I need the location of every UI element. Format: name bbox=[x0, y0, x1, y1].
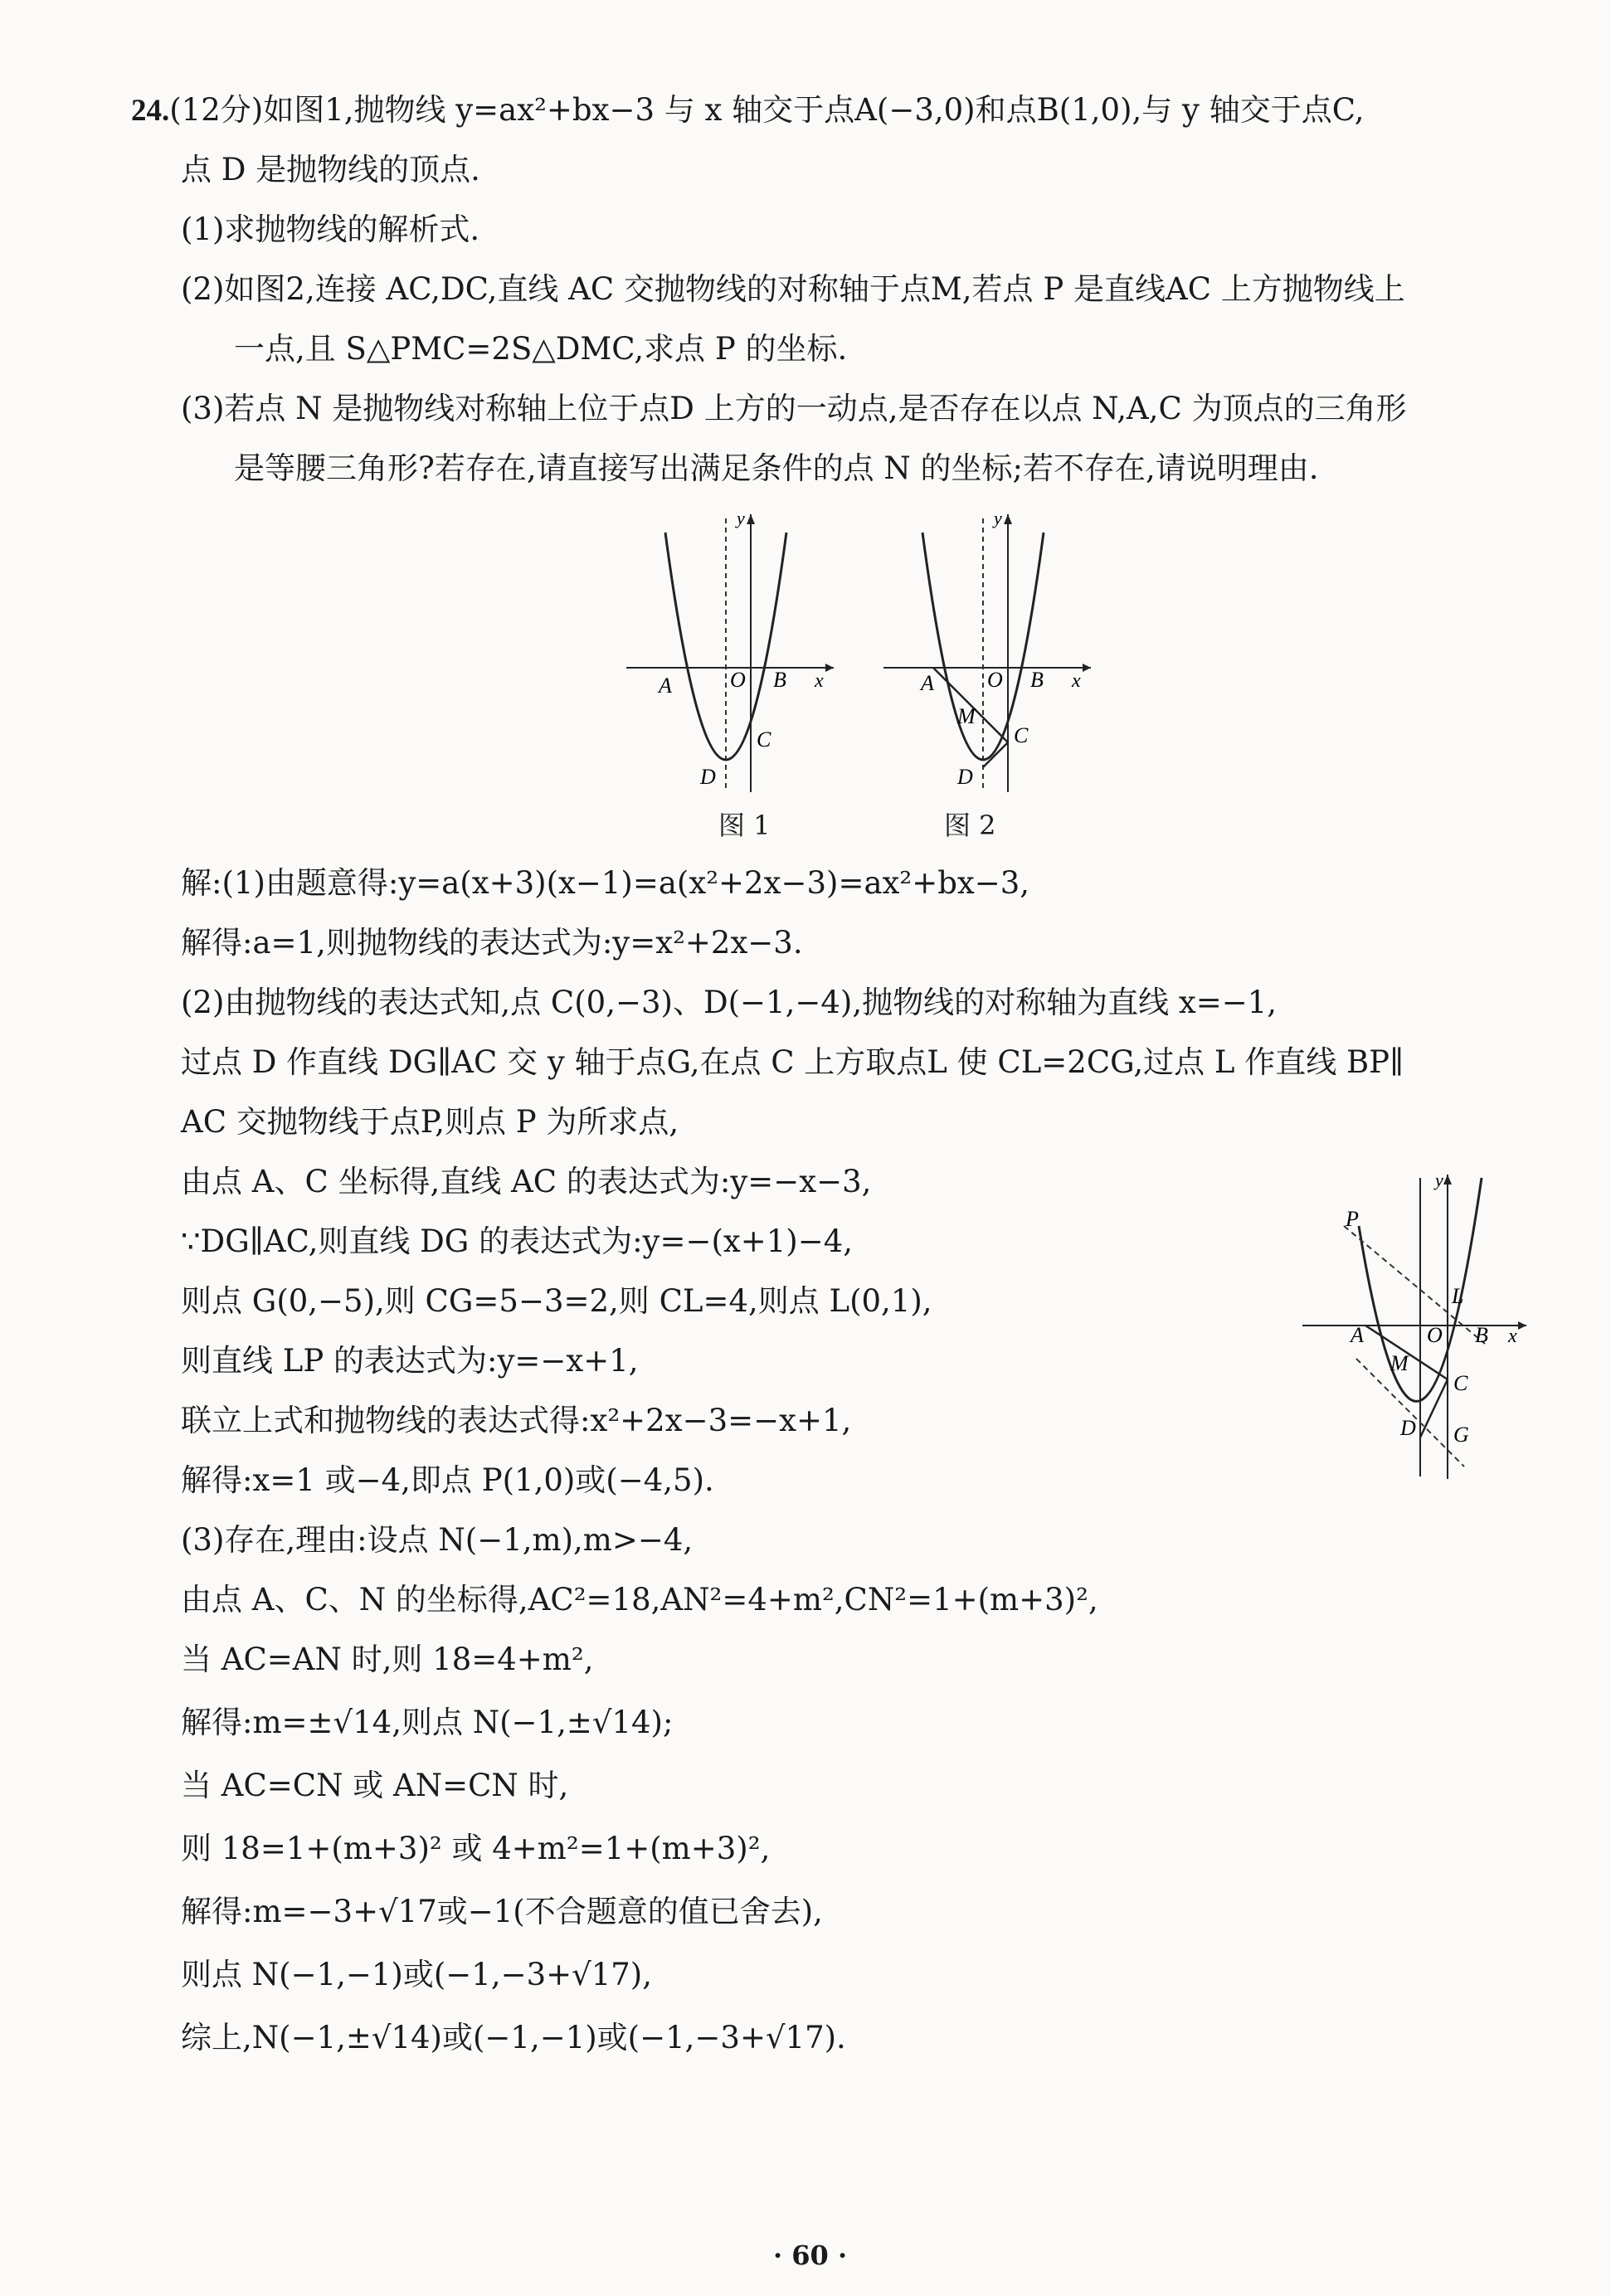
solution-line-5: AC 交抛物线于点P,则点 P 为所求点, bbox=[181, 1104, 679, 1140]
solution-line-9: 则直线 LP 的表达式为:y=−x+1, bbox=[181, 1343, 639, 1379]
solution-line-20: 综上,N(−1,±√14)或(−1,−1)或(−1,−3+√17). bbox=[181, 2020, 846, 2055]
fig1-label-y: y bbox=[737, 508, 745, 528]
fig3-label-L: L bbox=[1452, 1284, 1464, 1308]
fig2-label-x: x bbox=[1072, 670, 1081, 692]
problem-score: (12分) bbox=[169, 92, 264, 128]
fig3-label-G: G bbox=[1453, 1423, 1469, 1447]
fig3-label-x: x bbox=[1508, 1326, 1517, 1347]
solution-line-6: 由点 A、C 坐标得,直线 AC 的表达式为:y=−x−3, bbox=[181, 1164, 872, 1199]
solution-line-2: 解得:a=1,则抛物线的表达式为:y=x²+2x−3. bbox=[181, 925, 803, 961]
solution-line-4: 过点 D 作直线 DG∥AC 交 y 轴于点G,在点 C 上方取点L 使 CL=2CG,过点 L 作直线 BP∥ bbox=[181, 1044, 1404, 1080]
problem-line-2: 点 D 是抛物线的顶点. bbox=[181, 152, 480, 187]
solution-line-1: 解:(1)由题意得:y=a(x+3)(x−1)=a(x²+2x−3)=ax²+bx−3, bbox=[181, 865, 1030, 901]
page-number: · 60 · bbox=[773, 2240, 848, 2271]
fig3-label-B: B bbox=[1475, 1323, 1488, 1347]
figure-2 bbox=[871, 506, 1103, 796]
solution-line-19: 则点 N(−1,−1)或(−1,−3+√17), bbox=[181, 1957, 652, 1992]
figure-3 bbox=[1294, 1168, 1543, 1483]
fig2-label-A: A bbox=[921, 671, 934, 695]
question-1: (1)求抛物线的解析式. bbox=[181, 212, 480, 247]
fig1-label-A: A bbox=[659, 674, 672, 698]
problem-number: 24. bbox=[131, 94, 170, 128]
problem-line-1 bbox=[131, 90, 1364, 132]
fig1-label-O: O bbox=[730, 668, 746, 692]
fig2-label-B: B bbox=[1030, 668, 1044, 692]
solution-line-11: 解得:x=1 或−4,即点 P(1,0)或(−4,5). bbox=[181, 1462, 714, 1498]
fig3-label-D: D bbox=[1400, 1416, 1416, 1440]
solution-line-10: 联立上式和抛物线的表达式得:x²+2x−3=−x+1, bbox=[181, 1403, 852, 1438]
fig1-label-C: C bbox=[757, 727, 771, 752]
figure-1 bbox=[614, 506, 846, 796]
solution-line-18: 解得:m=−3+√17或−1(不合题意的值已舍去), bbox=[181, 1894, 823, 1929]
question-3-line-2: 是等腰三角形?若存在,请直接写出满足条件的点 N 的坐标;若不存在,请说明理由. bbox=[234, 450, 1319, 486]
fig2-label-D: D bbox=[957, 765, 973, 789]
solution-line-16: 当 AC=CN 或 AN=CN 时, bbox=[181, 1768, 569, 1803]
solution-line-13: 由点 A、C、N 的坐标得,AC²=18,AN²=4+m²,CN²=1+(m+3)², bbox=[181, 1582, 1098, 1617]
fig3-label-y: y bbox=[1435, 1170, 1443, 1190]
fig1-label-D: D bbox=[700, 765, 716, 789]
fig2-label-y: y bbox=[994, 508, 1002, 528]
figure-2-caption: 图 2 bbox=[944, 810, 996, 841]
fig3-label-A: A bbox=[1351, 1323, 1364, 1347]
fig2-label-O: O bbox=[987, 668, 1003, 692]
fig3-label-P: P bbox=[1346, 1207, 1359, 1231]
fig3-label-O: O bbox=[1427, 1323, 1443, 1347]
solution-line-17: 则 18=1+(m+3)² 或 4+m²=1+(m+3)², bbox=[181, 1831, 771, 1866]
solution-line-12: (3)存在,理由:设点 N(−1,m),m>−4, bbox=[181, 1522, 694, 1558]
figure-1-caption: 图 1 bbox=[718, 810, 771, 841]
question-3-line-1: (3)若点 N 是抛物线对称轴上位于点D 上方的一动点,是否存在以点 N,A,C 为顶点的三角形 bbox=[181, 391, 1407, 426]
solution-line-15: 解得:m=±√14,则点 N(−1,±√14); bbox=[181, 1705, 674, 1740]
fig3-label-C: C bbox=[1453, 1371, 1468, 1395]
solution-line-14: 当 AC=AN 时,则 18=4+m², bbox=[181, 1642, 594, 1677]
solution-line-3: (2)由抛物线的表达式知,点 C(0,−3)、D(−1,−4),抛物线的对称轴为直线 x=−1, bbox=[181, 985, 1278, 1020]
problem-stem-1: 如图1,抛物线 y=ax²+bx−3 与 x 轴交于点A(−3,0)和点B(1,0),与 y 轴交于点C, bbox=[263, 92, 1365, 128]
fig1-label-B: B bbox=[773, 668, 786, 692]
fig3-label-M: M bbox=[1390, 1351, 1409, 1375]
fig2-label-M: M bbox=[957, 704, 976, 728]
question-2-line-1: (2)如图2,连接 AC,DC,直线 AC 交抛物线的对称轴于点M,若点 P 是直线AC 上方抛物线上 bbox=[181, 271, 1405, 307]
fig2-label-C: C bbox=[1014, 723, 1029, 747]
question-2-line-2: 一点,且 S△PMC=2S△DMC,求点 P 的坐标. bbox=[234, 331, 848, 367]
solution-line-8: 则点 G(0,−5),则 CG=5−3=2,则 CL=4,则点 L(0,1), bbox=[181, 1283, 932, 1319]
fig1-label-x: x bbox=[815, 670, 824, 692]
solution-line-7: ∵DG∥AC,则直线 DG 的表达式为:y=−(x+1)−4, bbox=[181, 1223, 854, 1259]
